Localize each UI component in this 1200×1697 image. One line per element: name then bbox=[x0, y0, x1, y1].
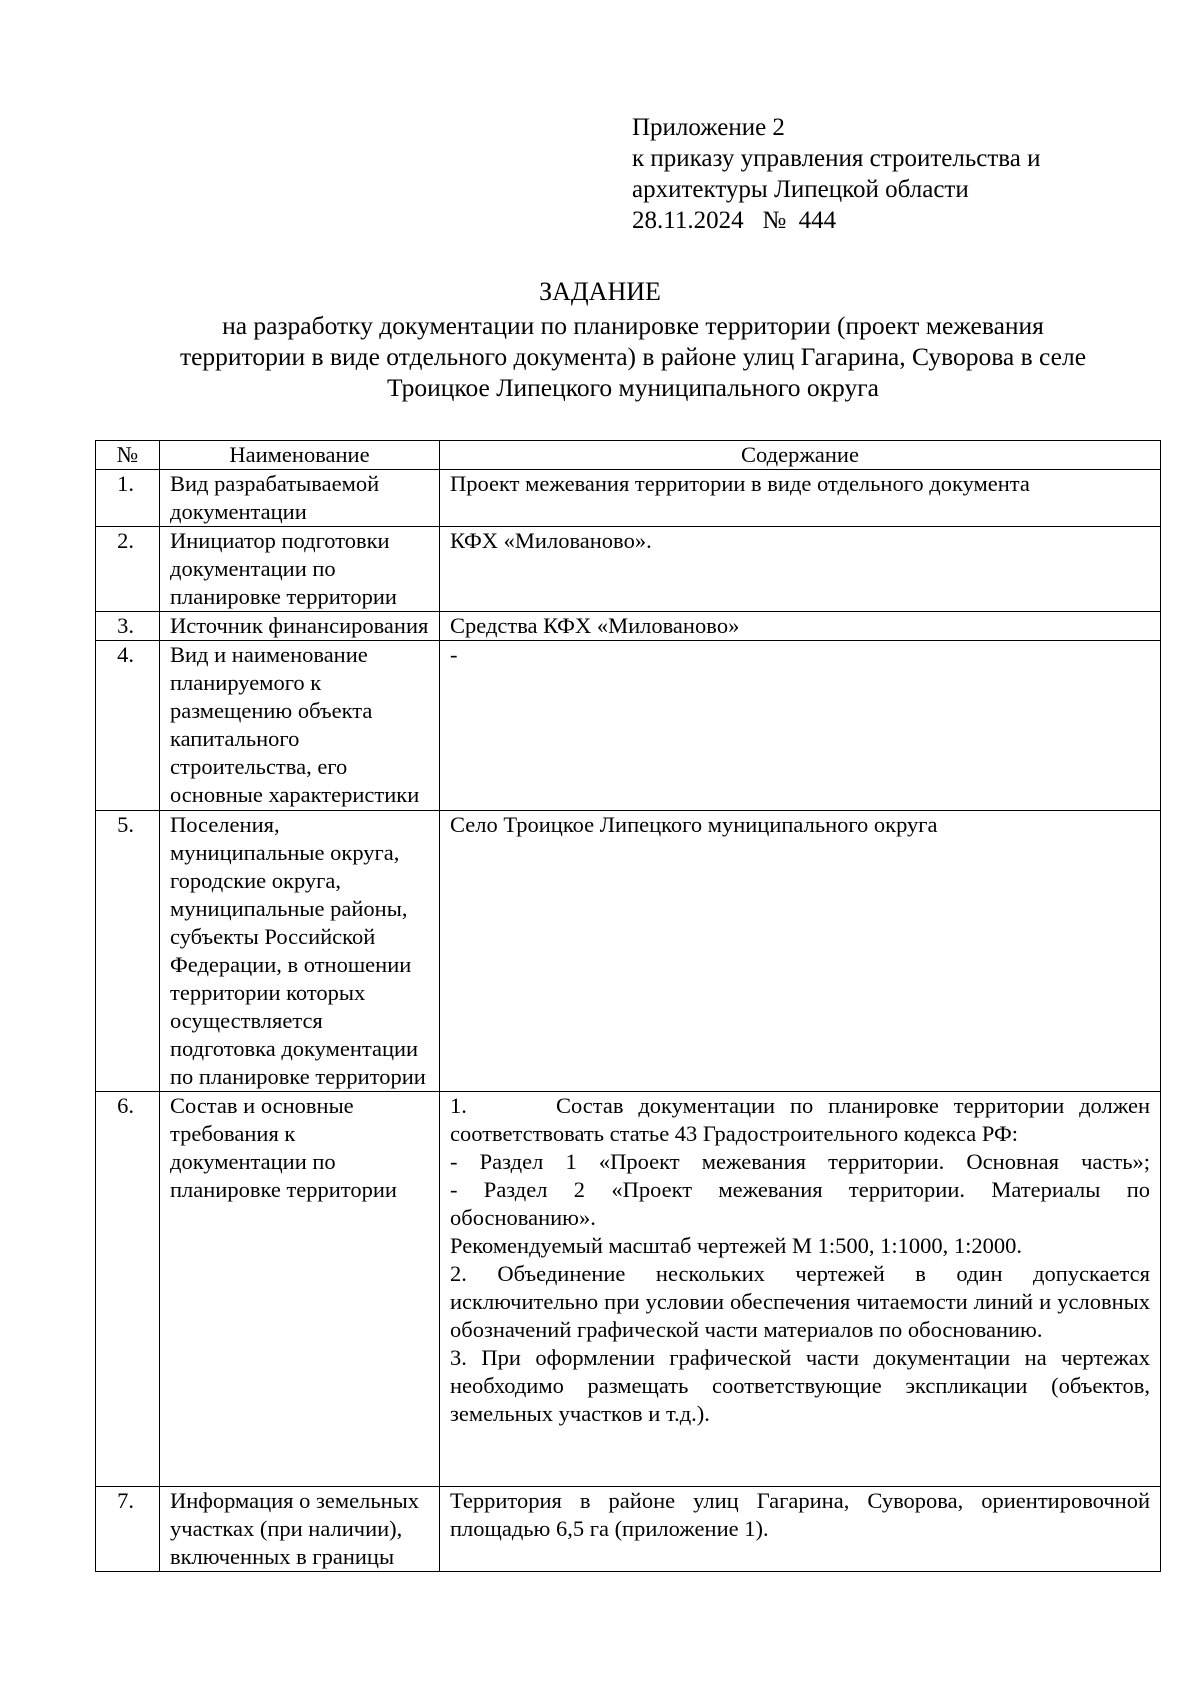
row-content: Село Троицкое Липецкого муниципального округа bbox=[440, 811, 1161, 1092]
row-name: Состав и основные требования к документации по планировке территории bbox=[160, 1092, 440, 1487]
row-content: - bbox=[440, 641, 1161, 811]
row-name: Поселения, муниципальные округа, городские округа, муниципальные районы, субъекты Российской Федерации, в отношении территории которых осуществляется подготовка документации по планировке территории bbox=[160, 811, 440, 1092]
header-name: Наименование bbox=[160, 441, 440, 470]
content-paragraph: Рекомендуемый масштаб чертежей М 1:500, 1:1000, 1:2000. bbox=[450, 1233, 1023, 1258]
content-paragraph: 2. Объединение нескольких чертежей в один допускается исключительно при условии обеспечения читаемости линий и условных обозначений графической части материалов по обоснованию. bbox=[450, 1261, 1150, 1342]
row-number: 1. bbox=[96, 470, 160, 527]
row-content bbox=[440, 1092, 1161, 1487]
appendix-line-2: к приказу управления строительства и bbox=[632, 145, 1041, 172]
content-paragraph: 3. При оформлении графической части документации на чертежах необходимо размещать соответствующие экспликации (объектов, земельных участков и т.д.). bbox=[450, 1345, 1150, 1426]
subtitle-line-1: на разработку документации по планировке территории (проект межевания bbox=[222, 311, 1044, 340]
row-name: Вид и наименование планируемого к размещению объекта капитального строительства, его основные характеристики bbox=[160, 641, 440, 811]
row-name: Инициатор подготовки документации по планировке территории bbox=[160, 527, 440, 612]
content-paragraph: - Раздел 2 «Проект межевания территории. Материалы по обоснованию». bbox=[450, 1177, 1150, 1230]
row-number: 4. bbox=[96, 641, 160, 811]
document-title: ЗАДАНИЕ bbox=[539, 277, 661, 306]
table-header-row bbox=[96, 441, 1161, 470]
task-table bbox=[95, 440, 1161, 1572]
content-paragraph: - Раздел 1 «Проект межевания территории. Основная часть»; bbox=[450, 1149, 1150, 1174]
appendix-header bbox=[632, 112, 1040, 236]
row-name: Источник финансирования bbox=[160, 612, 440, 641]
row-content: Проект межевания территории в виде отдельного документа bbox=[440, 470, 1161, 527]
row-number: 7. bbox=[96, 1487, 160, 1572]
row-number: 3. bbox=[96, 612, 160, 641]
row-content: КФХ «Миловановo». bbox=[440, 527, 1161, 612]
document-subtitle bbox=[118, 310, 1148, 403]
table-row bbox=[96, 1092, 1161, 1487]
row-number: 5. bbox=[96, 811, 160, 1092]
row-number: 2. bbox=[96, 527, 160, 612]
row-content: Территория в районе улиц Гагарина, Суворова, ориентировочной площадью 6,5 га (приложение 1). bbox=[440, 1487, 1161, 1572]
row-content: Средства КФХ «Миловановo» bbox=[440, 612, 1161, 641]
header-content: Содержание bbox=[440, 441, 1161, 470]
row-name: Информация о земельных участках (при наличии), включенных в границы bbox=[160, 1487, 440, 1572]
table-row bbox=[96, 811, 1161, 1092]
appendix-line-1: Приложение 2 bbox=[632, 114, 785, 141]
table-row bbox=[96, 612, 1161, 641]
table-row bbox=[96, 527, 1161, 612]
table-row bbox=[96, 641, 1161, 811]
header-number: № bbox=[96, 441, 160, 470]
appendix-line-4: 28.11.2024 № 444 bbox=[632, 207, 837, 234]
table-row bbox=[96, 1487, 1161, 1572]
subtitle-line-3: Троицкое Липецкого муниципального округа bbox=[386, 373, 880, 402]
row-name: Вид разрабатываемой документации bbox=[160, 470, 440, 527]
table-row bbox=[96, 470, 1161, 527]
row-number: 6. bbox=[96, 1092, 160, 1487]
subtitle-line-2: территории в виде отдельного документа) в районе улиц Гагарина, Суворова в селе bbox=[179, 342, 1087, 371]
appendix-line-3: архитектуры Липецкой области bbox=[632, 176, 969, 203]
content-paragraph: 1. Состав документации по планировке территории должен соответствовать статье 43 Градостроительного кодекса РФ: bbox=[450, 1093, 1150, 1146]
